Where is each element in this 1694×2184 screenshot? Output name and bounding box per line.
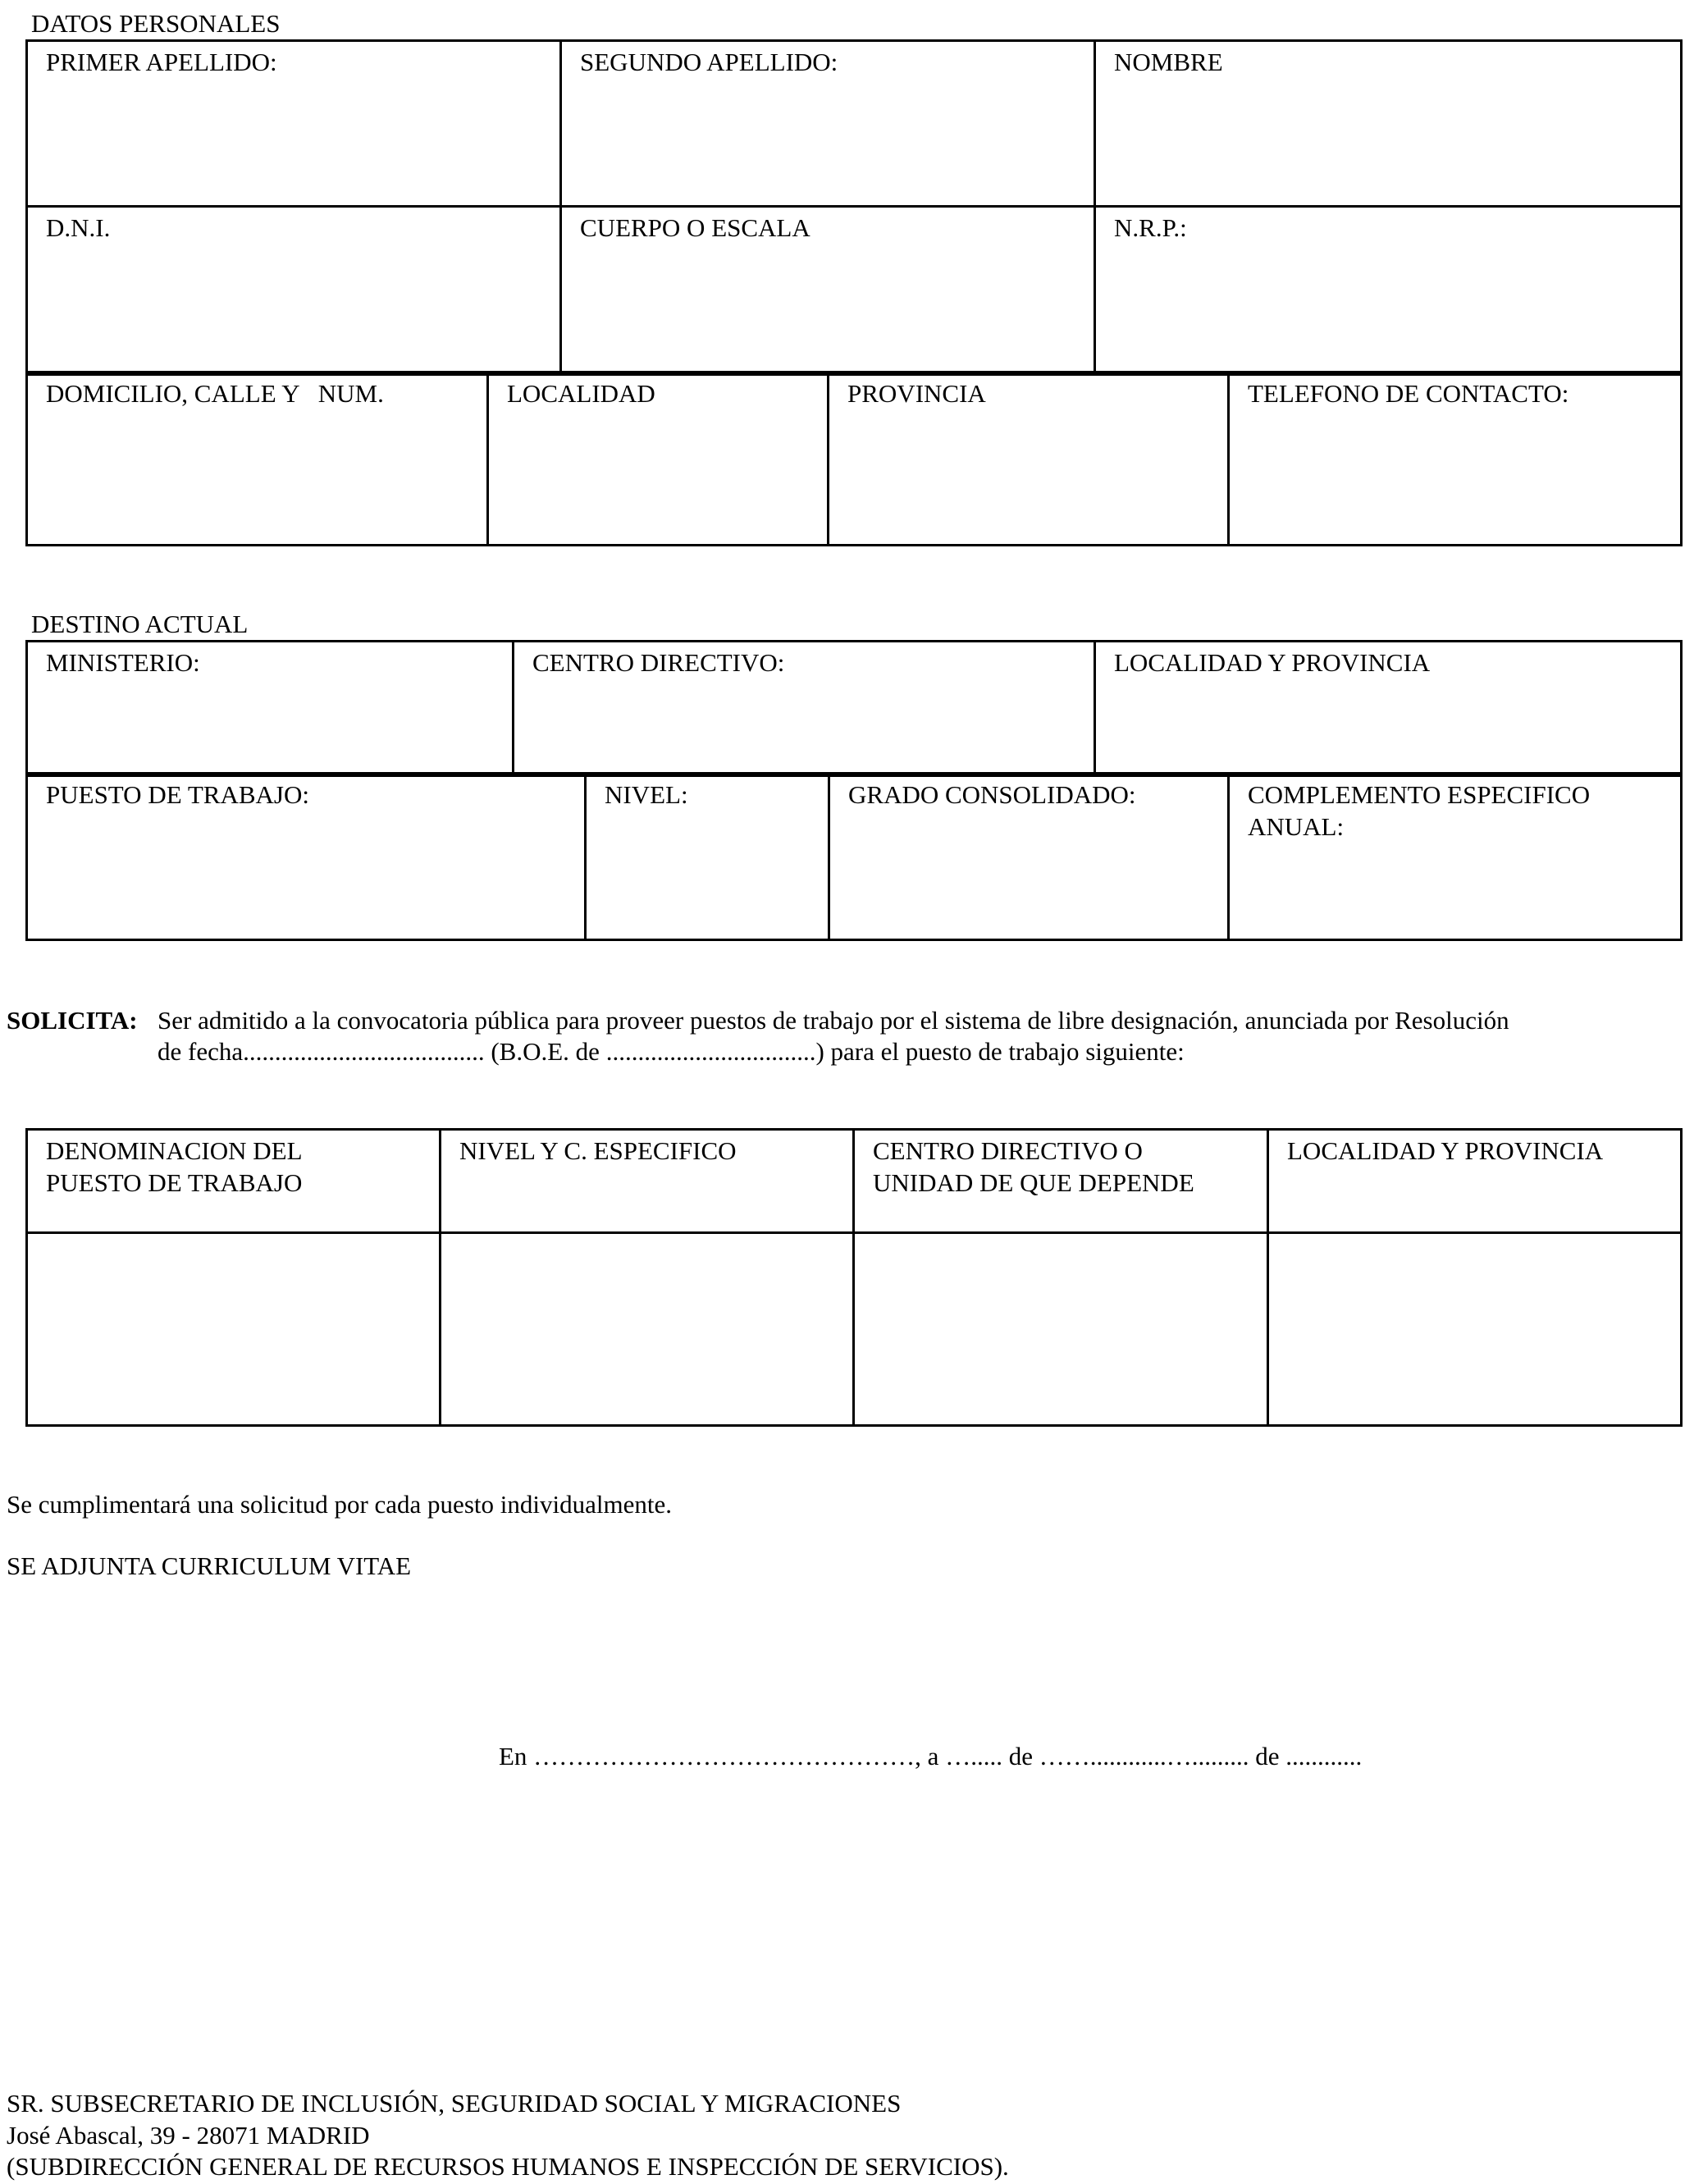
grado-consolidado-label: GRADO CONSOLIDADO: [848,780,1136,809]
datos-personales-table-b [25,371,1683,546]
localidad-provincia-input-cell[interactable] [1268,1233,1682,1426]
cuerpo-escala-field[interactable] [561,207,1095,375]
solicita-label: SOLICITA: [7,1006,138,1035]
denominacion-input-cell[interactable] [27,1233,441,1426]
ministerio-field[interactable] [27,642,514,776]
localidad-label: LOCALIDAD [507,379,655,408]
note-curriculum: SE ADJUNTA CURRICULUM VITAE [7,1551,412,1580]
datos-personales-title: DATOS PERSONALES [31,9,281,38]
localidad-provincia-header [1268,1130,1682,1233]
denominacion-header-line2: PUESTO DE TRABAJO [46,1167,303,1197]
denominacion-header-line1: DENOMINACION DEL [46,1136,303,1165]
nivel-field[interactable] [586,774,829,940]
ministerio-label: MINISTERIO: [46,648,200,677]
complemento-anual-label: ANUAL: [1248,811,1345,841]
solicita-line-1: Ser admitido a la convocatoria pública para proveer puestos de trabajo por el sistema de libre designación, anunciada por Resolución [158,1006,1509,1035]
complemento-especifico-label: COMPLEMENTO ESPECIFICO [1248,780,1591,809]
cuerpo-escala-label: CUERPO O ESCALA [580,213,810,242]
denominacion-header [27,1130,441,1233]
fecha-line: En ………………………………………, a …..... de ……............…......... de ............ [499,1742,1363,1771]
domicilio-field[interactable] [27,372,488,546]
centro-directivo-unidad-header-line1: CENTRO DIRECTIVO O [873,1136,1143,1165]
centro-directivo-label: CENTRO DIRECTIVO: [532,648,785,677]
localidad-provincia-header-line1: LOCALIDAD Y PROVINCIA [1287,1136,1604,1165]
footer-direccion: José Abascal, 39 - 28071 MADRID [7,2121,370,2150]
localidad-provincia-field[interactable] [1095,642,1682,776]
centro-directivo-unidad-input-cell[interactable] [854,1233,1268,1426]
destino-actual-title: DESTINO ACTUAL [31,610,249,638]
nivel-label: NIVEL: [605,780,688,809]
provincia-label: PROVINCIA [847,379,986,408]
complemento-especifico-field[interactable] [1229,774,1682,940]
telefono-field[interactable] [1229,372,1682,546]
nrp-label: N.R.P.: [1114,213,1187,242]
nombre-field[interactable] [1095,41,1682,207]
footer-subdireccion: (SUBDIRECCIÓN GENERAL DE RECURSOS HUMANOS E INSPECCIÓN DE SERVICIOS). [7,2152,1009,2181]
footer-destinatario: SR. SUBSECRETARIO DE INCLUSIÓN, SEGURIDAD SOCIAL Y MIGRACIONES [7,2089,902,2118]
destino-actual-table-b [25,772,1683,941]
centro-directivo-unidad-header-line2: UNIDAD DE QUE DEPENDE [873,1167,1194,1197]
nivel-especifico-input-cell[interactable] [441,1233,854,1426]
puesto-solicitado-table [25,1128,1683,1427]
localidad-provincia-label: LOCALIDAD Y PROVINCIA [1114,648,1431,677]
centro-directivo-field[interactable] [514,642,1095,776]
datos-personales-table-a [25,39,1683,376]
primer-apellido-field[interactable] [27,41,561,207]
note-una-solicitud: Se cumplimentará una solicitud por cada puesto individualmente. [7,1490,672,1519]
dni-field[interactable] [27,207,561,375]
centro-directivo-unidad-header [854,1130,1268,1233]
telefono-label: TELEFONO DE CONTACTO: [1248,379,1569,408]
nrp-field[interactable] [1095,207,1682,375]
nivel-especifico-header-line1: NIVEL Y C. ESPECIFICO [459,1136,737,1165]
primer-apellido-label: PRIMER APELLIDO: [46,48,277,76]
segundo-apellido-label: SEGUNDO APELLIDO: [580,48,838,76]
domicilio-label: DOMICILIO, CALLE Y NUM. [46,379,384,408]
localidad-field[interactable] [488,372,829,546]
dni-label: D.N.I. [46,213,111,242]
solicita-line-2: de fecha...................................... (B.O.E. de .................................) para el puesto de trabajo siguiente: [158,1037,1185,1066]
puesto-trabajo-field[interactable] [27,774,586,940]
grado-consolidado-field[interactable] [829,774,1229,940]
puesto-trabajo-label: PUESTO DE TRABAJO: [46,780,309,809]
nombre-label: NOMBRE [1114,48,1223,76]
segundo-apellido-field[interactable] [561,41,1095,207]
provincia-field[interactable] [829,372,1229,546]
destino-actual-table-a [25,640,1683,777]
nivel-especifico-header [441,1130,854,1233]
